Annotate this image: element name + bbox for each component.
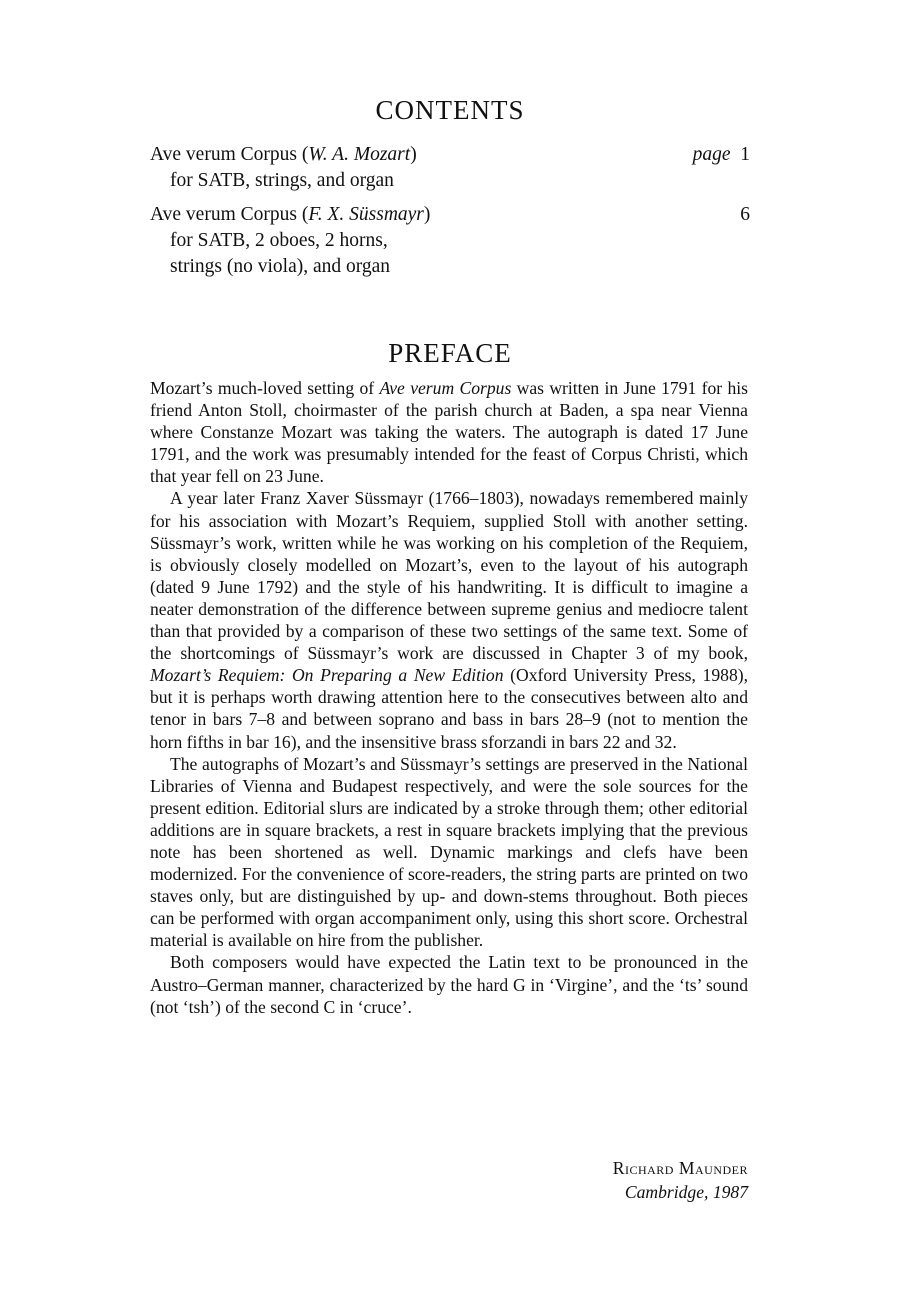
toc-entry-composer: W. A. Mozart [308, 144, 411, 165]
toc-page-number: 6 [740, 204, 750, 225]
preface-paragraph-3: The autographs of Mozart’s and Süssmayr’s settings are preserved in the National Libraries of Vienna and Budapest respectively, and were the sole sources for the present edition. Editorial slurs are indicated by a stroke through them; other editorial additions are in square brackets, a rest in square brackets implying that the previous note has been shortened as well. Dynamic markings and clefs have been modernized. For the convenience of score-readers, the string parts are printed on two staves only, but are distinguished by up- and down-stems throughout. Both pieces can be performed with organ accompaniment only, using this short score. Orchestral material is available on hire from the publisher. [150, 753, 748, 951]
preface-paragraph-2: A year later Franz Xaver Süssmayr (1766–1803), nowadays remembered mainly for his association with Mozart’s Requiem, supplied Stoll with another setting. Süssmayr’s work, written while he was working on his completion of the Requiem, is obviously closely modelled on Mozart’s, even to the layout of his autograph (dated 9 June 1792) and the style of his handwriting. It is difficult to imagine a neater demonstration of the difference between supreme genius and mediocre talent than that provided by a comparison of these two settings of the same text. Some of the shortcomings of Süssmayr’s work are discussed in Chapter 3 of my book, Mozart’s Requiem: On Preparing a New Edition (Oxford University Press, 1988), but it is perhaps worth drawing attention here to the consecutives between alto and tenor in bars 7–8 and between soprano and bass in bars 28–9 (not to mention the horn fifths in bar 16), and the insensitive brass sforzandi in bars 22 and 32. [150, 488, 748, 752]
toc-entry-title: Ave verum Corpus (F. X. Süssmayr) [150, 204, 431, 225]
preface-paragraph-1: Mozart’s much-loved setting of Ave verum Corpus was written in June 1791 for his friend Anton Stoll, choirmaster of the parish church at Baden, a spa near Vienna where Constanze Mozart was taking the waters. The autograph is dated 17 June 1791, and the work was presumably intended for the feast of Corpus Christi, which that year fell on 23 June. [150, 378, 748, 487]
toc-entry-composer: F. X. Süssmayr [308, 204, 424, 225]
toc-entry-sussmayr [150, 202, 750, 280]
toc-entry-scoring: for SATB, 2 oboes, 2 horns, [170, 230, 388, 251]
preface-body [150, 377, 748, 1018]
toc-page-number: page 1 [692, 144, 750, 165]
toc-entry-scoring: strings (no viola), and organ [170, 256, 391, 277]
toc-entry-title: Ave verum Corpus (W. A. Mozart) [150, 144, 417, 165]
preface-heading: PREFACE [388, 338, 512, 368]
preface-paragraph-4: Both composers would have expected the Latin text to be pronounced in the Austro–German manner, characterized by the hard G in ‘Virgine’, and the ‘ts’ sound (not ‘tsh’) of the second C in ‘cruce’. [150, 952, 748, 1017]
contents-heading: CONTENTS [375, 95, 525, 125]
author-name: Richard Maunder [612, 1158, 748, 1178]
place-date: Cambridge, 1987 [624, 1182, 748, 1202]
toc-entry-scoring: for SATB, strings, and organ [170, 170, 394, 191]
toc-entry-mozart [150, 142, 750, 194]
signature-block [613, 1156, 748, 1204]
